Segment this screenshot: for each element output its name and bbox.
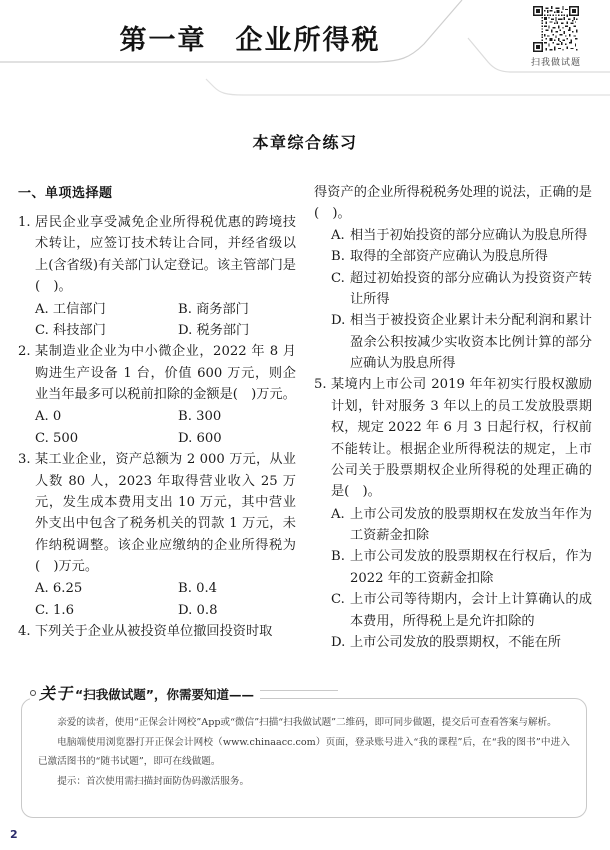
option-c[interactable]: C. 科技部门	[35, 322, 106, 338]
question-number: 3.	[18, 452, 31, 468]
option-d[interactable]: D. 0.8	[178, 602, 218, 618]
option-key: A.	[331, 506, 345, 522]
chapter-title: 第一章 企业所得税	[119, 25, 381, 56]
option-a[interactable]: A. 6.25	[35, 581, 83, 597]
option-key: D.	[331, 634, 346, 650]
option-key: B.	[331, 549, 345, 565]
question-3-options	[18, 578, 296, 621]
option-d[interactable]	[331, 310, 592, 374]
right-column	[314, 182, 592, 672]
option-a[interactable]: A. 工信部门	[35, 301, 106, 317]
question-number: 2.	[18, 344, 31, 360]
note-box	[21, 698, 587, 818]
note-body	[38, 713, 570, 792]
option-text: 上市公司发放的股票期权在发放当年作为工资薪金扣除	[350, 506, 592, 543]
option-text: 上市公司发放的股票期权，不能在所	[350, 634, 561, 650]
note-paragraph-2: 电脑端使用浏览器打开正保会计网校（www.chinaacc.com）页面，登录账号进入“我的课程”后，在“我的图书”中进入已激活图书的“随书试题”，即可在线做题。	[38, 736, 570, 768]
option-b[interactable]: B. 商务部门	[178, 301, 249, 317]
question-4-options	[314, 225, 592, 375]
option-a[interactable]: A. 0	[35, 409, 62, 425]
option-key: D.	[331, 313, 346, 329]
part-heading-single-choice: 一、单项选择题	[18, 186, 113, 201]
option-d[interactable]: D. 税务部门	[178, 322, 250, 338]
option-a[interactable]	[331, 225, 592, 246]
question-text: 某境内上市公司 2019 年年初实行股权激励计划，针对服务 3 年以上的员工发放股票期权，规定 2022 年 6 月 3 日起行权，行权前不能转让。根据企业所得税法的规定，上市公司关于股票期权企业所得税的处理正确的是( )。	[331, 377, 592, 500]
option-c[interactable]: C. 1.6	[35, 602, 74, 618]
qr-code-icon[interactable]	[533, 6, 579, 52]
question-4-continuation: 得资产的企业所得税税务处理的说法，正确的是( )。	[314, 185, 592, 222]
page-number: 2	[10, 828, 18, 841]
question-5-options	[314, 504, 592, 654]
option-text: 相当于被投资企业累计未分配利润和累计盈余公积按减少实收资本比例计算的部分应确认为股息所得	[350, 313, 592, 371]
note-paragraph-1: 亲爱的读者，使用“正保会计网校”App或“微信”扫描“扫我做试题”二维码，即可同步做题，提交后可查看答案与解析。	[57, 717, 557, 728]
note-paragraph-3: 提示：首次使用需扫描封面防伪码激活服务。	[57, 775, 250, 787]
option-c[interactable]: C. 500	[35, 430, 79, 446]
option-b[interactable]	[331, 246, 592, 267]
question-3	[18, 449, 296, 577]
option-text: 超过初始投资的部分应确认为投资资产转让所得	[350, 270, 592, 307]
option-d[interactable]: D. 600	[178, 430, 222, 446]
exercise-body	[0, 182, 610, 672]
question-number: 5.	[314, 377, 327, 393]
option-key: C.	[331, 592, 345, 608]
page-title: 本章综合练习	[252, 133, 358, 152]
option-text: 上市公司等待期内，会计上计算确认的成本费用，所得税上是允许扣除的	[350, 592, 592, 629]
question-text: 居民企业享受减免企业所得税优惠的跨境技术转让，应签订技术转让合同，并经省级以上(含省级)有关部门认定登记。该主管部门是( )。	[35, 215, 296, 295]
option-key: B.	[331, 249, 345, 265]
question-2	[18, 341, 296, 405]
question-4	[18, 621, 296, 642]
option-b[interactable]	[331, 546, 592, 589]
option-text: 相当于初始投资的部分应确认为股息所得	[350, 227, 588, 243]
question-text: 某制造业企业为中小微企业，2022 年 8 月购进生产设备 1 台，价值 600 万元，则企业当年最多可以税前扣除的金额是( )万元。	[35, 344, 296, 402]
circle-bullet-icon	[30, 690, 36, 696]
option-b[interactable]: B. 0.4	[178, 581, 218, 597]
option-b[interactable]: B. 300	[178, 409, 222, 425]
left-column	[18, 182, 296, 672]
note-header-rest: “扫我做试题”，你需要知道——	[75, 687, 254, 702]
option-c[interactable]	[331, 268, 592, 311]
question-1-options	[18, 299, 296, 342]
option-a[interactable]	[331, 504, 592, 547]
qr-block[interactable]	[519, 6, 593, 68]
note-header-emphasis: 关于	[39, 684, 74, 703]
question-number: 1.	[18, 215, 31, 230]
page-header	[0, 0, 610, 110]
question-1	[18, 212, 296, 298]
option-c[interactable]	[331, 589, 592, 632]
note-header	[30, 681, 260, 704]
option-text: 上市公司发放的股票期权在行权后，作为 2022 年的工资薪金扣除	[350, 549, 592, 586]
question-text: 某工业企业，资产总额为 2 000 万元，从业人数 80 人，2023 年取得营业收入 25 万元，发生成本费用支出 10 万元，其中营业外支出中包含了税务机关的罚款 1 万元，未作纳税调整。该企业应缴纳的企业所得税为( )万元。	[35, 452, 296, 574]
question-text: 下列关于企业从被投资单位撤回投资时取	[35, 624, 273, 640]
question-number: 4.	[18, 624, 31, 640]
option-key: C.	[331, 270, 345, 286]
qr-caption: 扫我做试题	[530, 58, 581, 68]
question-2-options	[18, 406, 296, 449]
option-text: 取得的全部资产应确认为股息所得	[350, 249, 548, 265]
question-5	[314, 374, 592, 502]
option-key: A.	[331, 227, 345, 243]
option-d[interactable]	[331, 632, 592, 653]
